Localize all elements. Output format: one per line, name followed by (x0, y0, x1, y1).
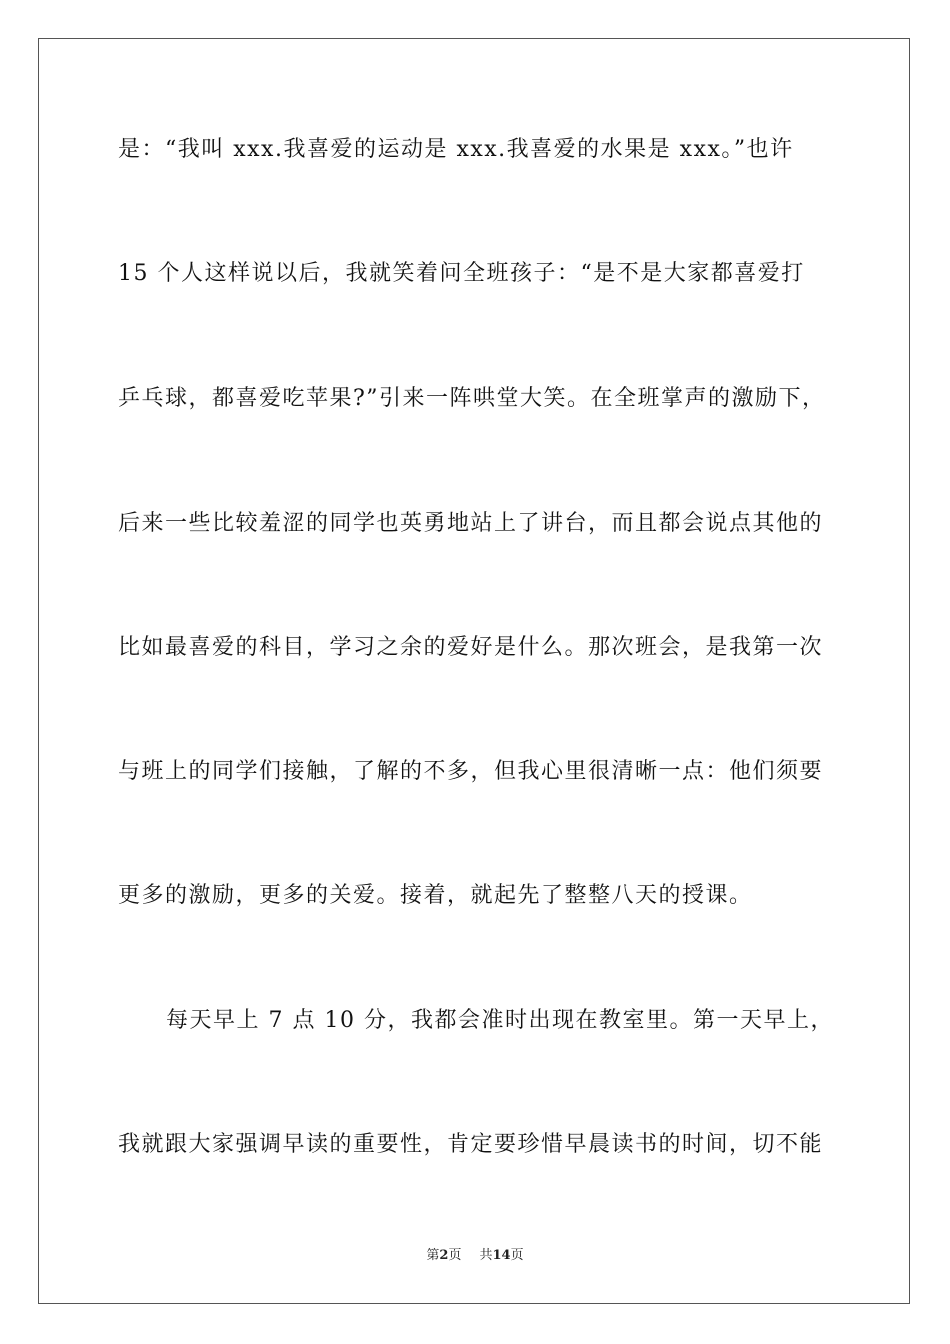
page-prefix: 第 (426, 1248, 440, 1263)
paragraph-line: 比如最喜爱的科目，学习之余的爱好是什么。那次班会，是我第一次 (118, 635, 824, 660)
paragraph-line: 更多的激励，更多的关爱。接着，就起先了整整八天的授课。 (118, 883, 753, 908)
paragraph-line: 15 个人这样说以后，我就笑着问全班孩子：“是不是大家都喜爱打 (118, 261, 805, 286)
paragraph-line: 与班上的同学们接触，了解的不多，但我心里很清晰一点：他们须要 (118, 759, 824, 784)
paragraph-line: 乒乓球，都喜爱吃苹果?”引来一阵哄堂大笑。在全班掌声的激励下， (118, 386, 826, 411)
page-border (38, 38, 910, 1304)
total-pages-number: 14 (492, 1248, 511, 1263)
page-number-label (426, 1247, 461, 1265)
page-footer (0, 1247, 950, 1265)
current-page-number: 2 (439, 1248, 449, 1263)
page-suffix: 页 (448, 1248, 462, 1263)
total-suffix: 页 (510, 1248, 524, 1263)
paragraph-line-indented: 每天早上 7 点 10 分，我都会准时出现在教室里。第一天早上， (166, 1008, 834, 1033)
total-prefix: 共 (479, 1248, 493, 1263)
paragraph-line: 后来一些比较羞涩的同学也英勇地站上了讲台，而且都会说点其他的 (118, 511, 824, 536)
paragraph-line: 我就跟大家强调早读的重要性，肯定要珍惜早晨读书的时间，切不能 (118, 1132, 824, 1157)
total-pages-label (479, 1247, 523, 1265)
paragraph-line: 是：“我叫 xxx.我喜爱的运动是 xxx.我喜爱的水果是 xxx。”也许 (118, 137, 794, 162)
